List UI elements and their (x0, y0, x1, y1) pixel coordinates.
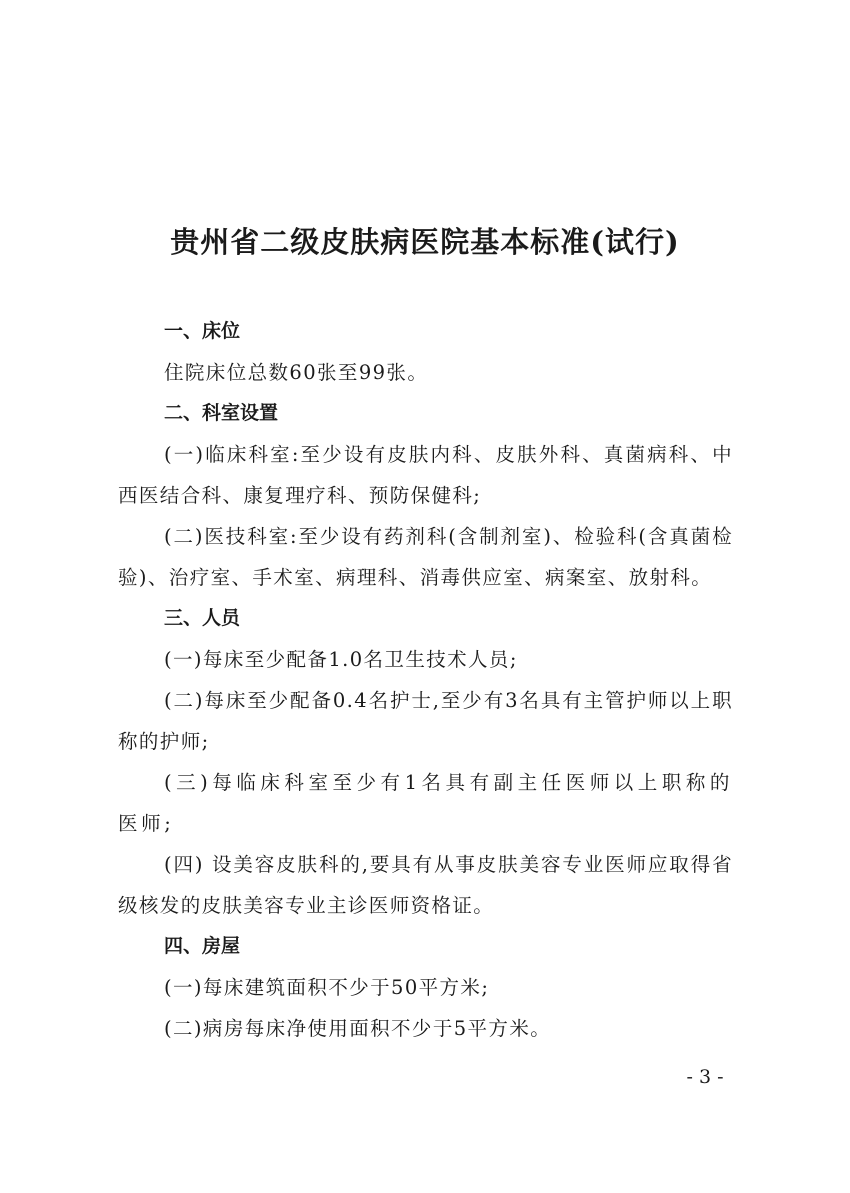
section-heading: 四、房屋 (164, 935, 241, 957)
paragraph: (二)每床至少配备0.4名护士,至少有3名具有主管护师以上职称的护师; (118, 689, 733, 753)
section-departments (118, 393, 733, 598)
paragraph: (一)每床至少配备1.0名卫生技术人员; (164, 648, 518, 671)
section-beds (118, 311, 733, 393)
page-number: - 3 - (686, 1066, 724, 1088)
paragraph: (二)医技科室:至少设有药剂科(含制剂室)、检验科(含真菌检验)、治疗室、手术室、病理科、消毒供应室、病案室、放射科。 (118, 525, 733, 589)
section-heading: 二、科室设置 (164, 402, 279, 424)
paragraph: (三)每临床科室至少有1名具有副主任医师以上职称的医师; (118, 771, 733, 835)
paragraph: (四) 设美容皮肤科的,要具有从事皮肤美容专业医师应取得省级核发的皮肤美容专业主诊医师资格证。 (118, 853, 733, 917)
paragraph: 住院床位总数60张至99张。 (164, 361, 429, 384)
document-body (118, 311, 733, 1049)
section-buildings (118, 926, 733, 1049)
section-heading: 三、人员 (164, 607, 241, 629)
paragraph: (二)病房每床净使用面积不少于5平方米。 (164, 1017, 552, 1040)
paragraph: (一)每床建筑面积不少于50平方米; (164, 976, 490, 999)
paragraph: (一)临床科室:至少设有皮肤内科、皮肤外科、真菌病科、中西医结合科、康复理疗科、预防保健科; (118, 443, 733, 507)
document-title: 贵州省二级皮肤病医院基本标准(试行) (170, 225, 680, 259)
section-heading: 一、床位 (164, 320, 241, 342)
section-personnel (118, 598, 733, 926)
